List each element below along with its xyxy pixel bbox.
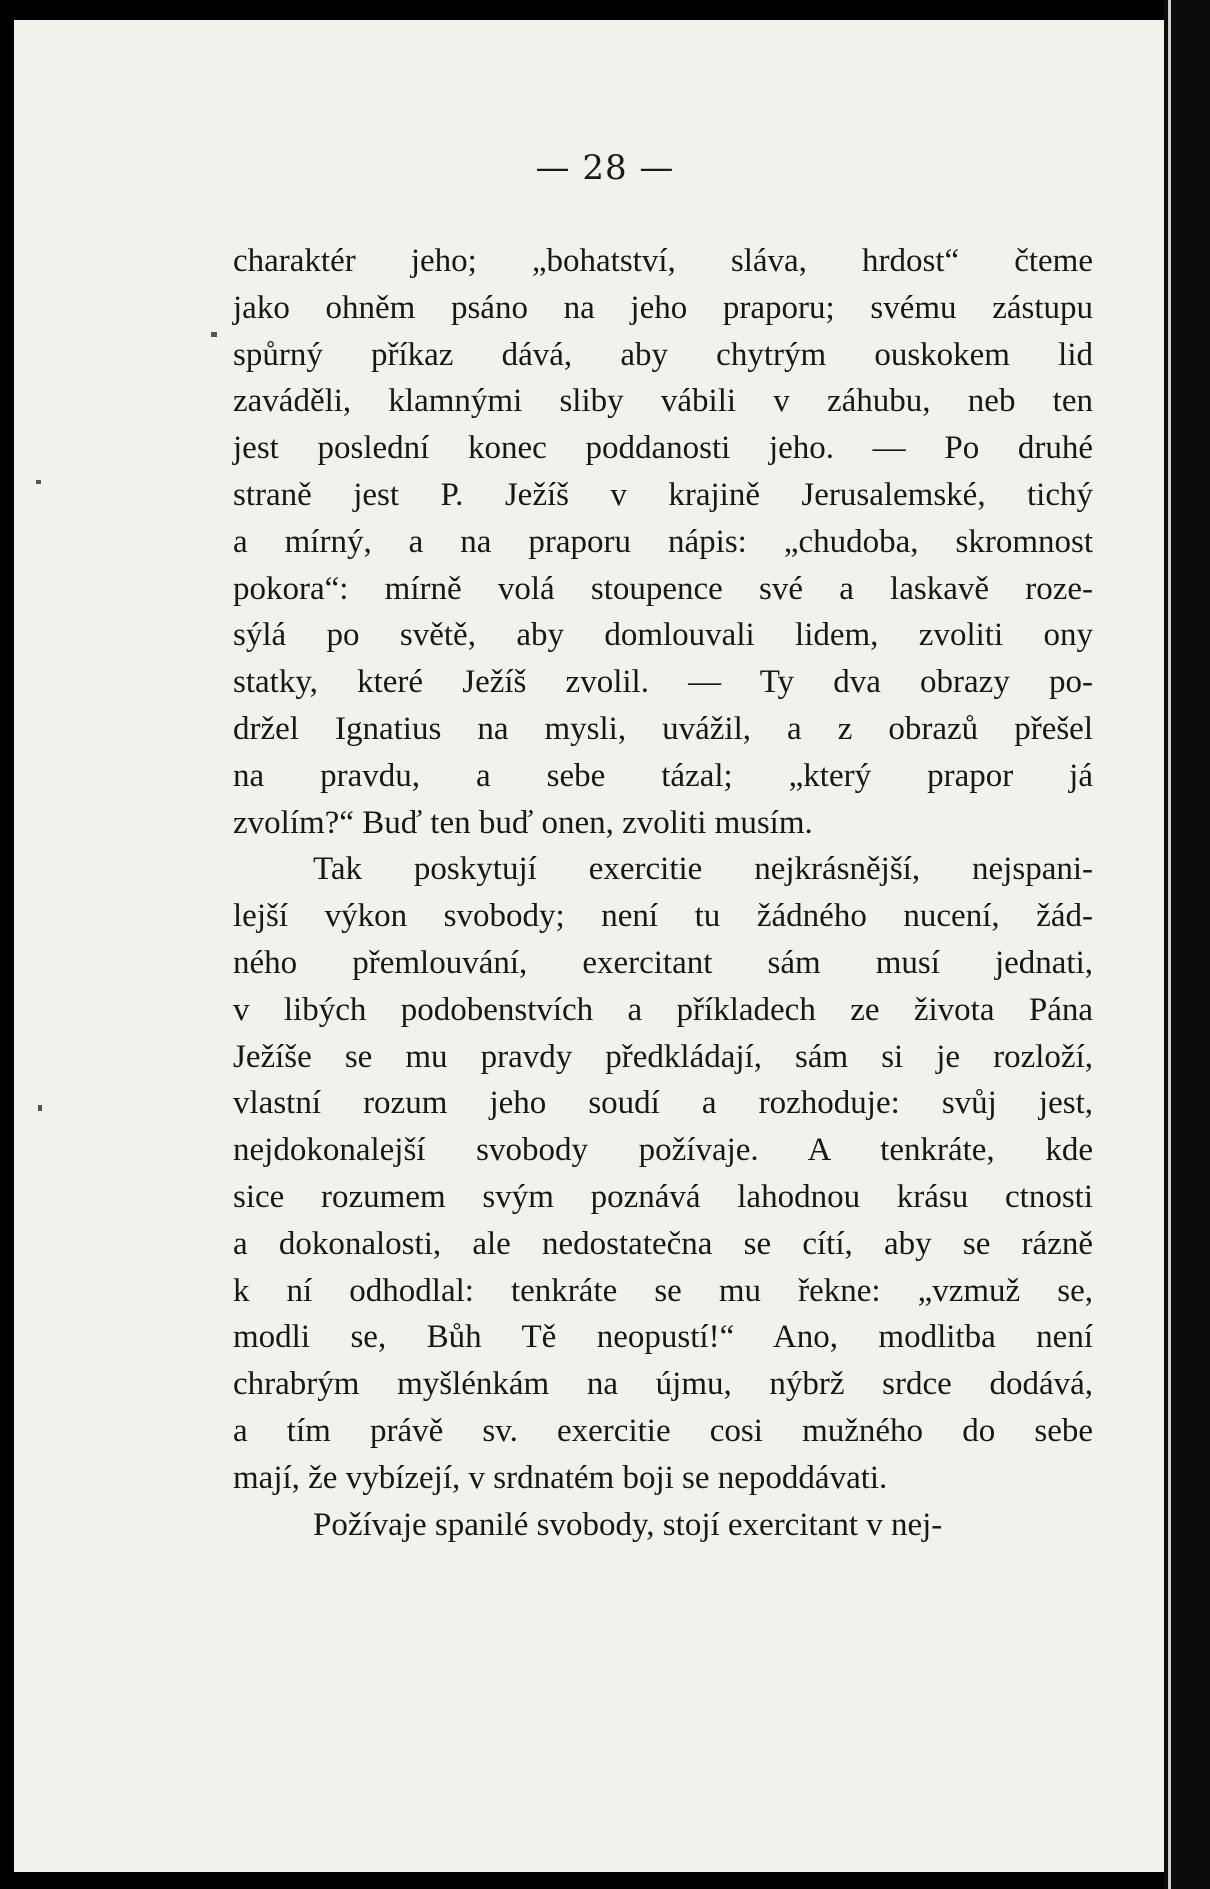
- text-line: zvolím?“ Buď ten buď onen, zvoliti musím.: [233, 804, 813, 841]
- text-line: ného přemlouvání, exercitant sám musí jednati,: [233, 944, 1093, 981]
- text-line: Ježíše se mu pravdy předkládají, sám si je rozloží,: [233, 1038, 1093, 1075]
- body-text: [233, 238, 1093, 1548]
- text-line: na pravdu, a sebe tázal; „který prapor já: [233, 757, 1093, 794]
- text-line: k ní odhodlal: tenkráte se mu řekne: „vzmuž se,: [233, 1272, 1093, 1309]
- text-line: a mírný, a na praporu nápis: „chudoba, skromnost: [233, 523, 1093, 560]
- scan-edge-line: [1168, 0, 1171, 1889]
- text-line: a tím právě sv. exercitie cosi mužného do sebe: [233, 1412, 1093, 1449]
- text-line: jest poslední konec poddanosti jeho. — Po druhé: [233, 430, 1093, 467]
- speck: [38, 1105, 42, 1111]
- text-line: Tak poskytují exercitie nejkrásnější, nejspani-: [313, 851, 1093, 888]
- text-line: jako ohněm psáno na jeho praporu; svému zástupu: [233, 289, 1093, 326]
- text-line: lejší výkon svobody; není tu žádného nucení, žád-: [233, 898, 1093, 935]
- text-line: chrabrým myšlénkám na újmu, nýbrž srdce dodává,: [233, 1366, 1093, 1403]
- text-line: modli se, Bůh Tě neopustí!“ Ano, modlitba není: [233, 1319, 1093, 1356]
- text-line: zaváděli, klamnými sliby vábili v záhubu, neb ten: [233, 383, 1093, 420]
- text-line: Požívaje spanilé svobody, stojí exercitant v nej-: [313, 1506, 943, 1543]
- text-line: nejdokonalejší svobody požívaje. A tenkráte, kde: [233, 1132, 1093, 1169]
- text-line: sice rozumem svým poznává lahodnou krásu ctnosti: [233, 1178, 1093, 1215]
- page-number: — 28 —: [535, 148, 675, 188]
- text-line: straně jest P. Ježíš v krajině Jerusalemské, tichý: [233, 476, 1093, 513]
- text-line: statky, které Ježíš zvolil. — Ty dva obrazy po-: [233, 664, 1093, 701]
- text-line: a dokonalosti, ale nedostatečna se cítí, aby se rázně: [233, 1225, 1093, 1262]
- text-line: sýlá po světě, aby domlouvali lidem, zvoliti ony: [233, 617, 1093, 654]
- text-line: mají, že vybízejí, v srdnatém boji se nepoddávati.: [233, 1459, 888, 1496]
- text-line: vlastní rozum jeho soudí a rozhoduje: svůj jest,: [233, 1085, 1093, 1122]
- text-line: v libých podobenstvích a příkladech ze života Pána: [233, 991, 1093, 1028]
- text-line: držel Ignatius na mysli, uvážil, a z obrazů přešel: [233, 710, 1093, 747]
- speck: [36, 480, 41, 484]
- text-line: spůrný příkaz dává, aby chytrým ouskokem lid: [233, 336, 1093, 373]
- text-line: charaktér jeho; „bohatství, sláva, hrdost“ čteme: [233, 243, 1093, 279]
- text-line: pokora“: mírně volá stoupence své a laskavě roze-: [233, 570, 1093, 607]
- speck: [211, 332, 217, 337]
